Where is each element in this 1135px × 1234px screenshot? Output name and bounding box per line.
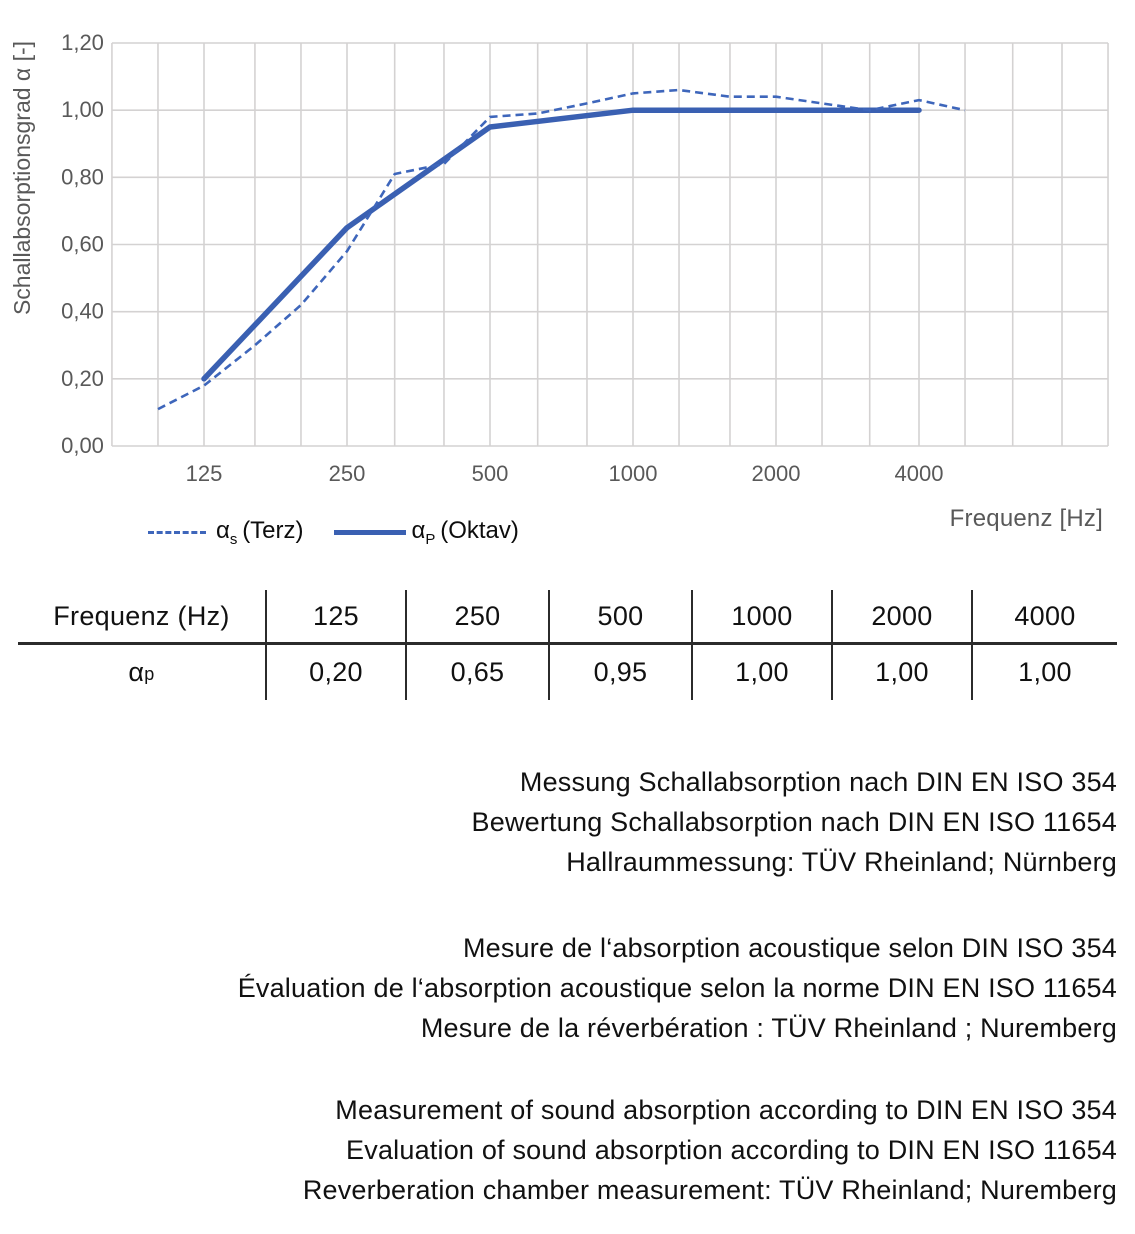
note-line: Hallraummessung: TÜV Rheinland; Nürnberg: [566, 847, 1117, 877]
x-axis-title: Frequenz [Hz]: [949, 505, 1103, 532]
chart-legend: [148, 517, 519, 548]
legend-item-terz: [148, 517, 304, 548]
x-tick-label: 125: [185, 461, 223, 486]
table-header-col: 1000: [693, 590, 833, 645]
table-row-label-alpha-p: α p: [18, 645, 267, 700]
legend-item-oktav: [334, 517, 519, 548]
x-tick-label: 500: [471, 461, 509, 486]
table-header-col: 4000: [973, 590, 1117, 645]
table-header-frequency: Frequenz (Hz): [18, 590, 267, 645]
table-value: 0,65: [407, 645, 550, 700]
y-tick-label: 1,20: [61, 30, 104, 55]
y-tick-label: 0,60: [61, 231, 104, 257]
legend-label-oktav: $\alpha_P$ (Oktav): [411, 517, 519, 548]
note-line: Reverberation chamber measurement: TÜV Rheinland; Nuremberg: [302, 1175, 1117, 1205]
dashed-line-sample: [148, 531, 206, 534]
x-tick-label: 2000: [751, 461, 801, 486]
y-tick-label: 1,00: [61, 97, 104, 123]
note-french: [0, 928, 1117, 1048]
table-value: 0,95: [550, 645, 693, 700]
table-header-col: 125: [267, 590, 407, 645]
note-english: [0, 1090, 1117, 1210]
legend-label-terz: $\alpha_s$ (Terz): [216, 517, 304, 548]
absorption-table: [18, 590, 1117, 700]
table-header-col: 500: [550, 590, 693, 645]
note-line: Mesure de l‘absorption acoustique selon DIN ISO 354: [462, 933, 1117, 963]
solid-line-sample: [334, 530, 406, 535]
y-tick-label: 0,40: [61, 298, 104, 324]
table-value: 1,00: [1018, 657, 1072, 687]
table-header-col: 2000: [833, 590, 973, 645]
sound-absorption-chart: [0, 0, 1135, 566]
note-line: Messung Schallabsorption nach DIN EN ISO 354: [519, 767, 1117, 797]
table-value: 0,20: [267, 645, 407, 700]
y-axis-title: Schallabsorptionsgrad α [-]: [9, 40, 35, 316]
note-line: Mesure de la réverbération : TÜV Rheinland ; Nuremberg: [420, 1013, 1117, 1043]
x-tick-label: 250: [328, 461, 366, 486]
y-tick-label: 0,00: [61, 433, 104, 458]
note-line: Evaluation of sound absorption according to DIN EN ISO 11654: [346, 1135, 1117, 1165]
y-tick-label: 0,80: [61, 164, 104, 190]
series-alpha-s-terz: [158, 90, 965, 409]
note-line: Évaluation de l‘absorption acoustique selon la norme DIN EN ISO 11654: [237, 973, 1117, 1003]
note-line: Bewertung Schallabsorption nach DIN EN ISO 11654: [471, 807, 1117, 837]
table-header-col: 250: [407, 590, 550, 645]
x-tick-label: 4000: [894, 461, 944, 486]
y-tick-label: 0,20: [61, 365, 104, 391]
chart-plot-area: [0, 0, 1135, 566]
note-line: Measurement of sound absorption according to DIN EN ISO 354: [335, 1095, 1117, 1125]
table-value: 1,00: [693, 645, 833, 700]
x-tick-label: 1000: [608, 461, 658, 486]
note-german: [0, 762, 1117, 882]
table-value: 1,00: [833, 645, 973, 700]
